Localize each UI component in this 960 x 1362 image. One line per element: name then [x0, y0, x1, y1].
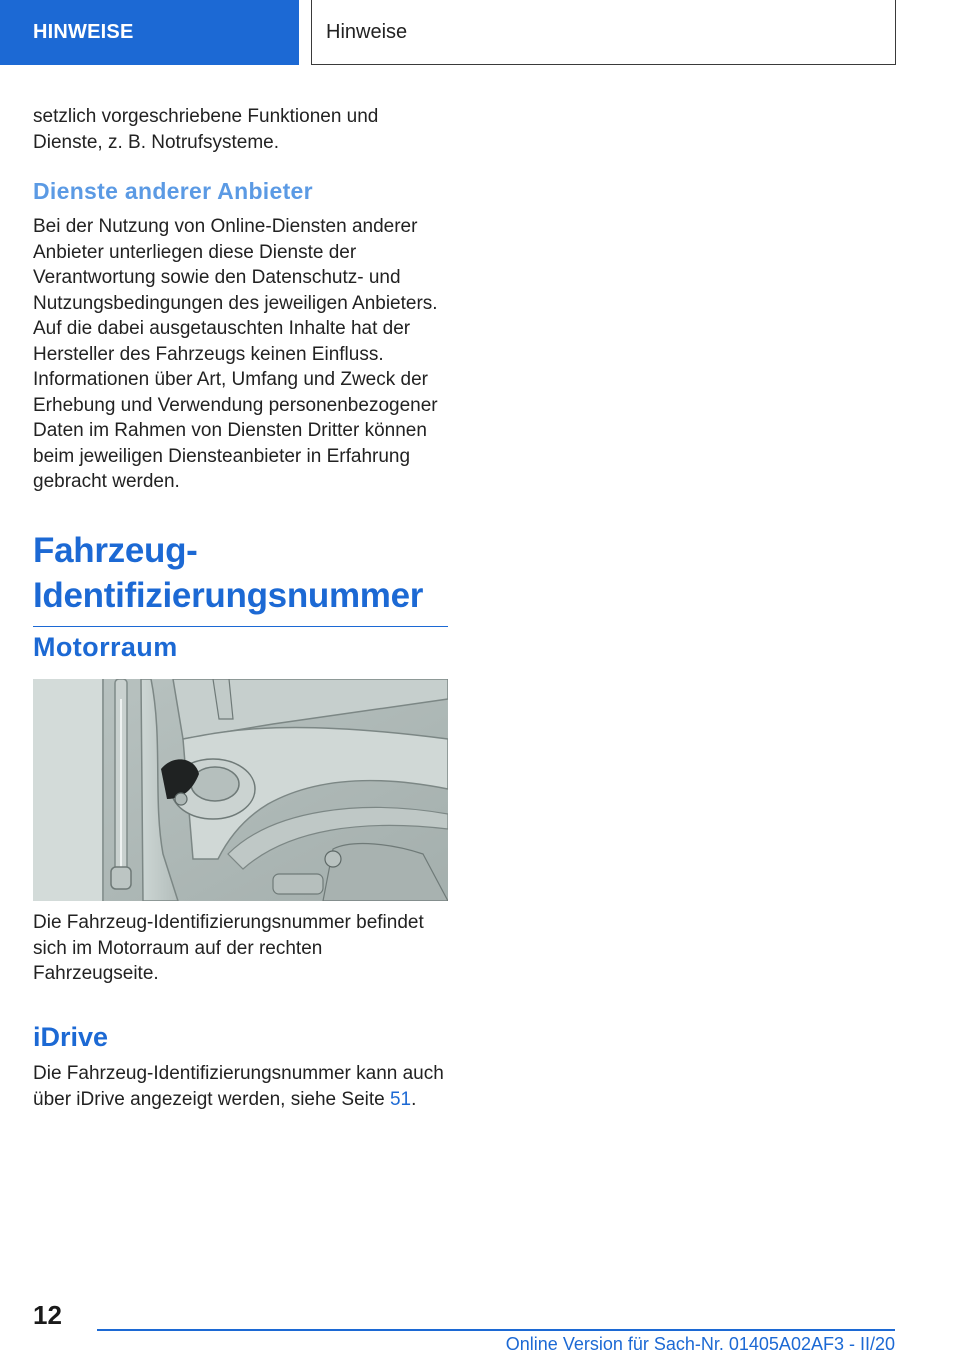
motorraum-paragraph: Die Fahrzeug-Identifizierungsnummer befindet sich im Motorraum auf der rechten Fahrzeugseite. — [33, 912, 424, 984]
page-reference-link[interactable]: 51 — [389, 1088, 412, 1110]
idrive-paragraph-text: Die Fahrzeug-Identifizierungsnummer kann auch über iDrive angezeigt werden, siehe Seite — [33, 1063, 444, 1110]
motorraum-heading: Motorraum — [33, 632, 178, 662]
page-number: 12 — [33, 1300, 62, 1330]
engine-bay-image — [33, 679, 448, 901]
idrive-paragraph — [33, 1061, 448, 1112]
idrive-heading: iDrive — [33, 1022, 109, 1052]
dienste-paragraph: Bei der Nutzung von Online-Diensten anderer Anbieter unterliegen diese Dienste der Verantwortung sowie den Datenschutz- und Nutzungsbedingungen des jeweiligen Anbieters. Auf die dabei ausgetauschten Inhalte hat der Hersteller des Fahrzeugs keinen Einfluss. Informationen über Art, Umfang und Zweck der Erhebung und Verwendung personenbezogener Daten im Rahmen von Diensten Dritter können beim jeweiligen Diensteanbieter in Erfahrung gebracht werden. — [33, 216, 438, 492]
idrive-paragraph-end: . — [411, 1088, 417, 1110]
section-title: Hinweise — [311, 0, 896, 65]
continued-paragraph: setzlich vorgeschriebene Funktionen und Dienste, z. B. Notrufsysteme. — [33, 106, 379, 153]
footer-divider — [97, 1329, 895, 1331]
section-tab: HINWEISE — [0, 0, 299, 65]
fin-heading: Fahrzeug-Identifizierungsnummer — [33, 528, 448, 627]
dienste-heading: Dienste anderer Anbieter — [33, 178, 313, 204]
online-version-note: Online Version für Sach-Nr. 01405A02AF3 - II/20 — [505, 1334, 895, 1354]
